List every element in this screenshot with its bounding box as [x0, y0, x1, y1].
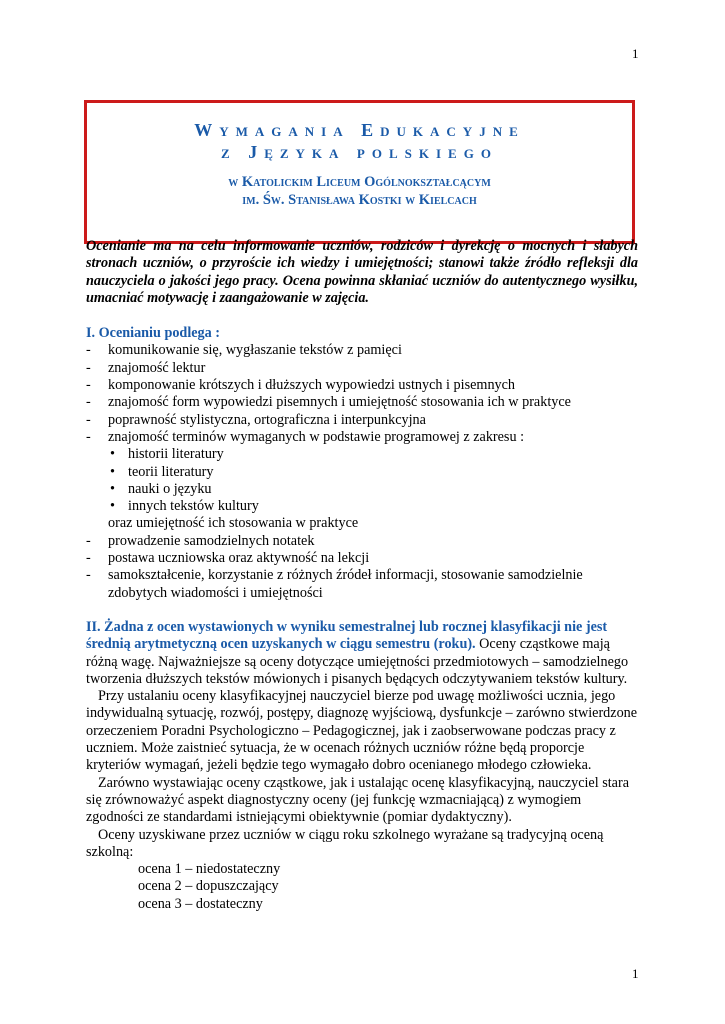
bullet-item: • historii literatury: [110, 446, 224, 463]
section-2-heading-tail: Oceny cząstkowe mają różną wagę. Najważniejsze są oceny dotyczące umiejętności przedmiotowych – samodzielnego tworzenia dłuższych tekstów mówionych i pisanych będących odczytywaniem tekstów kultury.: [86, 636, 629, 687]
list-item: - samokształcenie, korzystanie z różnych źródeł informacji, stosowanie samodzielnie zdobytych wiadomości i umiejętności: [86, 567, 583, 601]
document-body: [86, 238, 638, 913]
title-line-2: z Języka polskiego: [221, 142, 498, 162]
bullet-icon: •: [110, 498, 115, 515]
page-number-bottom: 1: [632, 966, 639, 981]
page-number-top: 1: [632, 46, 639, 61]
grade-item: ocena 2 – dopuszczający: [138, 878, 279, 895]
list-item: - prowadzenie samodzielnych notatek: [86, 532, 315, 549]
section-1-heading: I. Ocenianiu podlega :: [86, 325, 221, 342]
bullet-item: • innych tekstów kultury: [110, 498, 259, 515]
list-item: - znajomość form wypowiedzi pisemnych i umiejętność stosowania ich w praktyce: [86, 394, 571, 411]
grade-item: ocena 3 – dostateczny: [138, 895, 263, 912]
list-item: - postawa uczniowska oraz aktywność na lekcji: [86, 550, 370, 567]
bullet-item: • teorii literatury: [110, 463, 214, 480]
after-bullets-text: oraz umiejętność ich stosowania w praktyce: [108, 515, 359, 532]
bullet-icon: •: [110, 480, 115, 497]
list-item: - poprawność stylistyczna, ortograficzna i interpunkcyjna: [86, 411, 426, 428]
title-line-3: w Katolickim Liceum Ogólnokształcącym: [228, 174, 491, 190]
title-box: [84, 100, 635, 244]
paragraph: Zarówno wystawiając oceny cząstkowe, jak i ustalając ocenę klasyfikacyjną, nauczyciel stara się zrównoważyć aspekt diagnostyczny oceny (jej funkcję wzmacniającą) z wymogiem zgodności ze standardami istniejącymi obiektywnie (pomiar dydaktyczny).: [86, 774, 629, 826]
paragraph: Przy ustalaniu oceny klasyfikacyjnej nauczyciel bierze pod uwagę możliwości ucznia, jego indywidualną sytuację, rozwój, postępy, diagnozę wyjściową, dysfunkcje – zarówno stwierdzone orzeczeniem Poradni Psychologiczno – Pedagogicznej, jak i zaobserwowane podczas pracy z uczniem. Może zaistnieć sytuacja, że w ocenach różnych uczniów różne będą proporcje kryteriów wymagań, jeżeli będzie tego wymagało dobro ocenianego młodego człowieka.: [86, 688, 638, 774]
list-item: - znajomość lektur: [86, 359, 206, 376]
list-item: - komunikowanie się, wygłaszanie tekstów z pamięci: [86, 342, 402, 359]
intro-paragraph: Ocenianie ma na celu informowanie uczniów, rodziców i dyrekcję o mocnych i słabych stronach uczniów, o przyroście ich wiedzy i umiejętności; stanowi także źródło refleksji dla nauczyciela o jakości jego pracy. Ocena powinna skłaniać uczniów do autentycznego wysiłku, umacniać motywację i zaangażowanie w zajęcia.: [86, 238, 638, 306]
grade-item: ocena 1 – niedostateczny: [138, 861, 281, 878]
paragraph: Oceny uzyskiwane przez uczniów w ciągu roku szkolnego wyrażane są tradycyjną oceną szkolną:: [86, 826, 604, 860]
bullet-item: • nauki o języku: [110, 480, 212, 497]
bullet-icon: •: [110, 463, 115, 480]
list-item: - znajomość terminów wymaganych w podstawie programowej z zakresu :: [86, 428, 525, 445]
title-line-1: Wymagania Edukacyjne: [194, 120, 525, 140]
section-2-heading: II. Żadna z ocen wystawionych w wyniku semestralnej lub rocznej klasyfikacji nie jest średnią arytmetyczną ocen uzyskanych w ciągu semestru (roku).: [86, 618, 608, 653]
list-item: - komponowanie krótszych i dłuższych wypowiedzi ustnych i pisemnych: [86, 377, 516, 394]
title-line-4: im. Św. Stanisława Kostki w Kielcach: [242, 192, 477, 208]
section-2-intro: [86, 619, 638, 688]
bullet-icon: •: [110, 446, 115, 463]
